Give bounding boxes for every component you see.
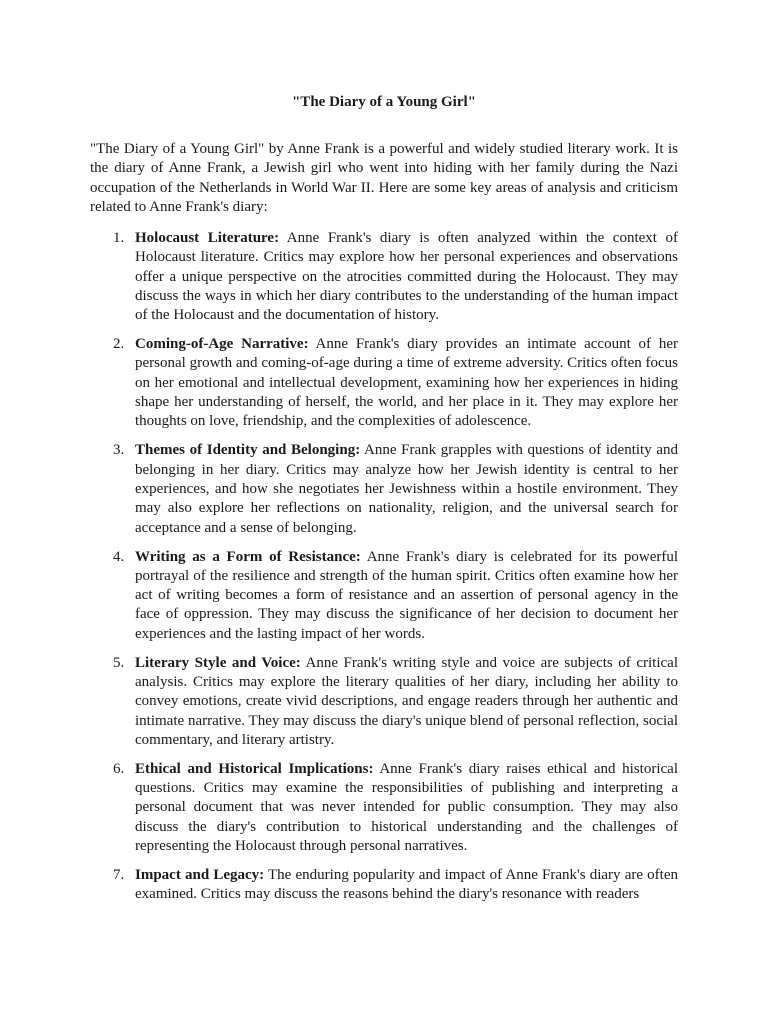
list-item: [90, 335, 678, 431]
list-item-number: 6.: [113, 760, 125, 777]
list-item-text: The enduring popularity and impact of Anne Frank's diary are often examined. Critics may discuss the reasons behind the diary's resonance with readers: [135, 867, 678, 903]
list-item: [90, 229, 678, 325]
list-item-heading: Impact and Legacy:: [135, 867, 265, 884]
list-item-number: 5.: [113, 654, 125, 671]
list-item-text: Anne Frank grapples with questions of identity and belonging in her diary. Critics may analyze how her Jewish identity is central to her experiences, and how she negotiates her Jewishness within a hostile environment. They may also explore her reflections on nationality, religion, and the universal search for acceptance and a sense of belonging.: [135, 442, 678, 536]
document-title: "The Diary of a Young Girl": [291, 94, 477, 110]
list-item-text: Anne Frank's diary is celebrated for its powerful portrayal of the resilience and strength of the human spirit. Critics often examine how her act of writing becomes a form of resistance and an assertion of personal agency in the face of oppression. They may discuss the significance of her decision to document her experiences and the lasting impact of her words.: [135, 548, 679, 642]
list-item: [90, 654, 678, 750]
list-item-number: 3.: [113, 442, 125, 459]
list-item: [90, 441, 678, 537]
list-item-number: 7.: [113, 867, 125, 884]
list-item-heading: Holocaust Literature:: [135, 230, 280, 246]
list-item-text: Anne Frank's diary provides an intimate account of her personal growth and coming-of-age during a time of extreme adversity. Critics often focus on her emotional and intellectual development, examining how her experiences in hiding shape her understanding of herself, the world, and her place in it. They may explore her thoughts on love, friendship, and the complexities of adolescence.: [135, 336, 678, 430]
analysis-list: [90, 229, 678, 905]
list-item-heading: Writing as a Form of Resistance:: [135, 548, 361, 565]
list-item-heading: Themes of Identity and Belonging:: [135, 442, 361, 459]
list-item: [90, 866, 678, 905]
list-item-text: Anne Frank's writing style and voice are subjects of critical analysis. Critics may explore the literary qualities of her diary, including her ability to convey emotions, create vivid descriptions, and engage readers through her authentic and intimate narrative. They may discuss the diary's unique blend of personal reflection, social commentary, and literary artistry.: [135, 654, 678, 748]
list-item-text: Anne Frank's diary raises ethical and historical questions. Critics may examine the responsibilities of publishing and interpreting a personal document that was never intended for public consumption. They may also discuss the diary's contribution to historical understanding and the challenges of representing the Holocaust through personal narratives.: [135, 760, 678, 855]
list-item-number: 1.: [113, 230, 125, 246]
list-item: [90, 760, 678, 856]
list-item-heading: Ethical and Historical Implications:: [135, 760, 374, 777]
list-item-text: Anne Frank's diary is often analyzed within the context of Holocaust literature. Critics may explore how her personal experiences and observations offer a unique perspective on the atrocities committed during the Holocaust. They may discuss the ways in which her diary contributes to the understanding of the human impact of the Holocaust and the documentation of history.: [135, 230, 678, 324]
list-item-number: 4.: [113, 548, 125, 565]
list-item-heading: Literary Style and Voice:: [135, 654, 301, 671]
list-item-heading: Coming-of-Age Narrative:: [135, 336, 309, 353]
list-item-number: 2.: [113, 336, 125, 353]
intro-paragraph: "The Diary of a Young Girl" by Anne Frank is a powerful and widely studied literary work. It is the diary of Anne Frank, a Jewish girl who went into hiding with her family during the Nazi occupation of the Netherlands in World War II. Here are some key areas of analysis and criticism related to Anne Frank's diary:: [90, 141, 678, 215]
list-item: [90, 548, 678, 644]
